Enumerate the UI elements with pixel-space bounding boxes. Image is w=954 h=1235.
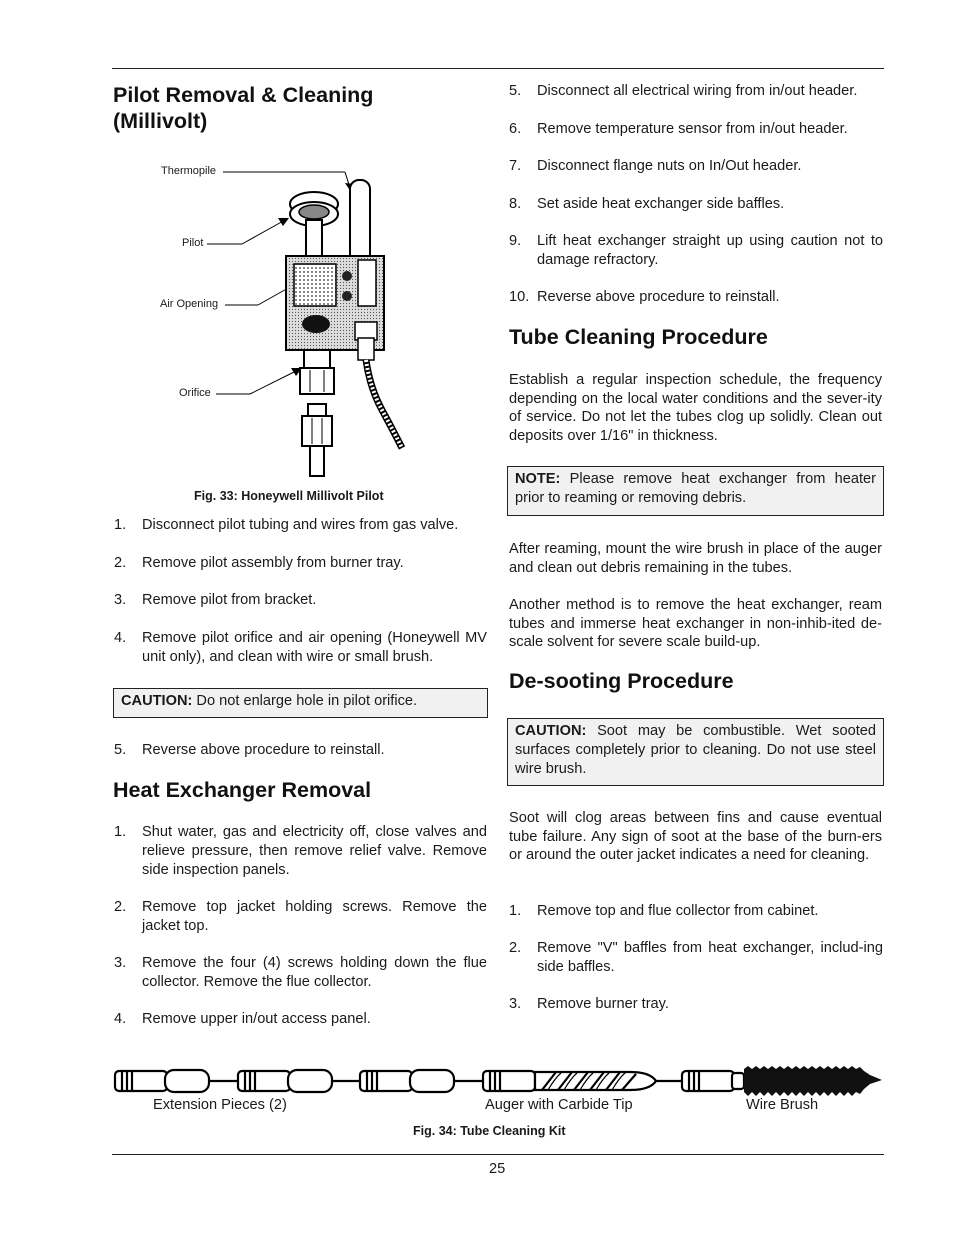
section-title-pilot-removal xyxy=(113,82,373,134)
note-label: NOTE: xyxy=(515,471,561,487)
title-line-2: (Millivolt) xyxy=(113,109,208,133)
caution-label: CAUTION: xyxy=(121,693,193,709)
extension-piece-2 xyxy=(238,1070,360,1092)
page-number: 25 xyxy=(489,1161,506,1177)
tube-cleaning-kit-figure xyxy=(110,1064,890,1098)
note-box xyxy=(507,466,884,516)
figure-34-caption: Fig. 34: Tube Cleaning Kit xyxy=(413,1124,566,1138)
caution-text: Soot may be combustible. Wet sooted surfaces completely prior to cleaning. Do not use steel wire brush. xyxy=(515,723,876,777)
auger-with-carbide-tip xyxy=(483,1071,682,1091)
wire-brush-bristles xyxy=(744,1066,882,1096)
label-extension-pieces: Extension Pieces (2) xyxy=(153,1097,287,1113)
label-orifice: Orifice xyxy=(179,387,211,399)
tube-cleaning-paragraph: Establish a regular inspection schedule, the frequency depending on the local water conditions and the sever-ity of service. Do not let the tubes clog up solidly. Clean out deposits over 1/16" in thickness. xyxy=(509,372,882,444)
wire-brush xyxy=(682,1071,744,1091)
reaming-paragraph: After reaming, mount the wire brush in place of the auger and clean out debris remaining in the tubes. xyxy=(509,541,882,576)
figure-33-caption: Fig. 33: Honeywell Millivolt Pilot xyxy=(194,489,384,503)
extension-piece-3 xyxy=(360,1070,483,1092)
top-rule xyxy=(112,68,884,69)
label-auger: Auger with Carbide Tip xyxy=(485,1097,633,1113)
caution-box-soot xyxy=(507,718,884,786)
title-line-1: Pilot Removal & Cleaning xyxy=(113,83,374,107)
section-title-heat-exchanger: Heat Exchanger Removal xyxy=(113,778,372,802)
section-title-desooting: De-sooting Procedure xyxy=(509,669,734,693)
note-text: Please remove heat exchanger from heater prior to reaming or removing debris. xyxy=(515,471,876,506)
label-thermopile: Thermopile xyxy=(161,165,217,177)
label-air-opening: Air Opening xyxy=(160,298,219,310)
caution-label: CAUTION: xyxy=(515,723,587,739)
label-wire-brush: Wire Brush xyxy=(746,1097,819,1113)
label-pilot: Pilot xyxy=(182,237,204,249)
caution-text: Do not enlarge hole in pilot orifice. xyxy=(192,693,418,709)
alternate-method-paragraph: Another method is to remove the heat exchanger, ream tubes and immerse heat exchanger in non-inhib-ited de-scale solvent for severe scale build-up. xyxy=(509,597,882,650)
honeywell-pilot-figure xyxy=(150,158,420,480)
extension-piece-1 xyxy=(115,1070,238,1092)
section-title-tube-cleaning: Tube Cleaning Procedure xyxy=(509,325,768,349)
caution-box-orifice xyxy=(113,688,488,718)
desooting-paragraph: Soot will clog areas between fins and cause eventual tube failure. Any sign of soot at the base of the burn-ers or around the outer jacket indicates a need for cleaning. xyxy=(509,810,882,863)
bottom-rule xyxy=(112,1154,884,1155)
